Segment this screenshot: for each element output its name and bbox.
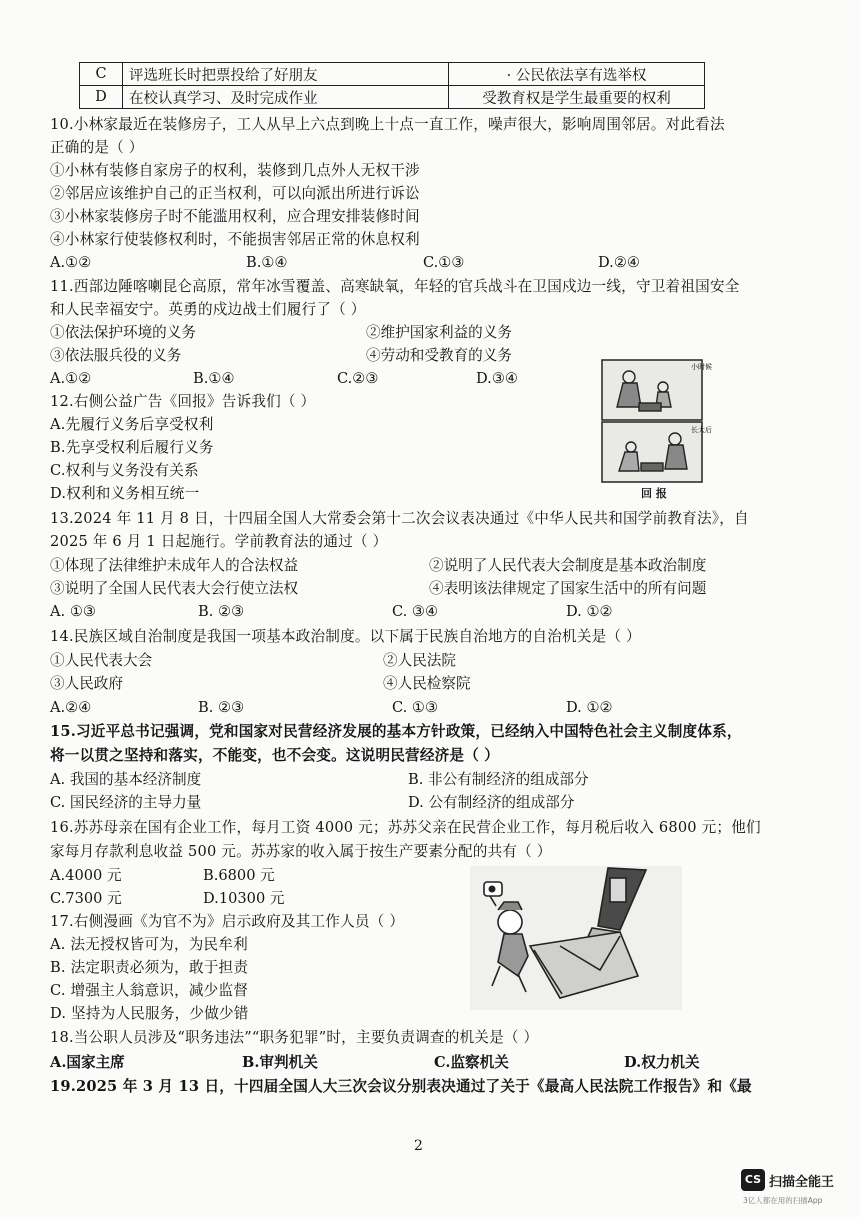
q13-option: C. ③④ — [392, 603, 439, 620]
q10-option: B.①④ — [246, 254, 288, 271]
q11-stem: 和人民幸福安宁。英勇的戍边战士们履行了（ ） — [50, 301, 366, 318]
q18-option: D.权力机关 — [624, 1054, 700, 1071]
q10-option: D.②④ — [598, 254, 640, 271]
q10-item: ②邻居应该维护自己的正当权利，可以向派出所进行诉讼 — [50, 185, 420, 202]
brand-name: 扫描全能王 — [769, 1175, 835, 1190]
table-action: 评选班长时把票投给了好朋友 — [123, 63, 449, 86]
q11-option: A.①② — [50, 370, 92, 387]
q13-item: ④表明该法律规定了国家生活中的所有问题 — [429, 580, 707, 597]
page-number: 2 — [414, 1138, 423, 1154]
table-key: D — [80, 86, 123, 109]
q18-option: B.审判机关 — [242, 1054, 318, 1071]
q10-item: ④小林家行使装修权利时，不能损害邻居正常的休息权利 — [50, 231, 420, 248]
q18-option: C.监察机关 — [434, 1054, 509, 1071]
huibao-cartoon — [601, 359, 712, 500]
q16-option: A.4000 元 — [50, 867, 122, 884]
q16-option: C.7300 元 — [50, 890, 122, 907]
q11-item: ②维护国家利益的义务 — [366, 324, 512, 341]
q16-option: D.10300 元 — [203, 890, 285, 907]
q10-option: A.①② — [50, 254, 92, 271]
table-row — [80, 86, 705, 109]
q13-option: B. ②③ — [198, 603, 245, 620]
q10-stem: 正确的是（ ） — [50, 139, 144, 156]
cartoon-caption: 回 报 — [641, 487, 667, 500]
q11-item: ③依法服兵役的义务 — [50, 347, 182, 364]
q13-item: ①体现了法律维护未成年人的合法权益 — [50, 557, 299, 574]
q11-stem: 11.西部边陲喀喇昆仑高原，常年冰雪覆盖、高寒缺氧，年轻的官兵战斗在卫国戍边一线，守卫着祖国安全 — [50, 278, 740, 295]
answer-table — [79, 62, 705, 109]
q16-stem: 16.苏苏母亲在国有企业工作，每月工资 4000 元；苏苏父亲在民营企业工作，每月税后收入 6800 元；他们 — [50, 819, 761, 836]
q13-item: ②说明了人民代表大会制度是基本政治制度 — [429, 557, 707, 574]
table-action: 在校认真学习、及时完成作业 — [123, 86, 449, 109]
q19-stem: 19.2025 年 3 月 13 日，十四届全国人大三次会议分别表决通过了关于《最高人民法院工作报告》和《最 — [50, 1078, 752, 1095]
q11-item: ①依法保护环境的义务 — [50, 324, 196, 341]
q11-option: D.③④ — [476, 370, 518, 387]
q15-option: A. 我国的基本经济制度 — [50, 771, 202, 788]
table-principle: 受教育权是学生最重要的权利 — [449, 86, 705, 109]
q14-option: C. ①③ — [392, 699, 439, 716]
q16-option: B.6800 元 — [203, 867, 275, 884]
q12-option: D.权利和义务相互统一 — [50, 485, 200, 502]
q12-option: C.权利与义务没有关系 — [50, 462, 199, 479]
q17-stem: 17.右侧漫画《为官不为》启示政府及其工作人员（ ） — [50, 913, 405, 930]
cartoon-drawing — [601, 359, 712, 484]
q14-stem: 14.民族区域自治制度是我国一项基本政治制度。以下属于民族自治地方的自治机关是（ ） — [50, 628, 641, 645]
q11-option: B.①④ — [193, 370, 235, 387]
q11-option: C.②③ — [337, 370, 379, 387]
q16-stem: 家每月存款利息收益 500 元。苏苏家的收入属于按生产要素分配的共有（ ） — [50, 843, 552, 860]
q11-item: ④劳动和受教育的义务 — [366, 347, 512, 364]
table-principle: · 公民依法享有选举权 — [449, 63, 705, 86]
q12-stem: 12.右侧公益广告《回报》告诉我们（ ） — [50, 393, 316, 410]
q10-option: C.①③ — [423, 254, 465, 271]
q14-item: ①人民代表大会 — [50, 652, 153, 669]
q10-stem: 10.小林家最近在装修房子，工人从早上六点到晚上十点一直工作，噪声很大，影响周围邻居。对此看法 — [50, 116, 725, 133]
cs-logo-icon: CS — [741, 1169, 765, 1191]
q14-option: B. ②③ — [198, 699, 245, 716]
q18-stem: 18.当公职人员涉及“职务违法”“职务犯罪”时，主要负责调查的机关是（ ） — [50, 1029, 539, 1046]
brand-slogan: 3亿人都在用的扫描App — [743, 1196, 823, 1205]
q17-option: D. 坚持为人民服务，少做少错 — [50, 1005, 249, 1022]
q15-stem: 将一以贯之坚持和落实，不能变，也不会变。这说明民营经济是（ ） — [50, 747, 500, 764]
q13-option: A. ①③ — [50, 603, 96, 620]
q10-item: ③小林家装修房子时不能滥用权利，应合理安排装修时间 — [50, 208, 420, 225]
q17-option: A. 法无授权皆可为，为民牟利 — [50, 936, 248, 953]
cartoon-label: 小时候 — [691, 363, 712, 371]
q17-option: B. 法定职责必须为，敢于担责 — [50, 959, 249, 976]
q17-option: C. 增强主人翁意识，减少监督 — [50, 982, 249, 999]
scanner-watermark — [737, 1166, 855, 1210]
q14-option: D. ①② — [566, 699, 613, 716]
q18-option: A.国家主席 — [50, 1054, 125, 1071]
table-key: C — [80, 63, 123, 86]
q15-option: C. 国民经济的主导力量 — [50, 794, 202, 811]
weiguanbuwei-cartoon — [470, 866, 682, 1010]
q15-option: D. 公有制经济的组成部分 — [408, 794, 575, 811]
q13-item: ③说明了全国人民代表大会行使立法权 — [50, 580, 299, 597]
q10-item: ①小林有装修自家房子的权利，装修到几点外人无权干涉 — [50, 162, 420, 179]
q13-option: D. ①② — [566, 603, 613, 620]
table-row — [80, 63, 705, 86]
q14-item: ③人民政府 — [50, 675, 123, 692]
cartoon-label: 长大后 — [691, 426, 712, 434]
q12-option: A.先履行义务后享受权利 — [50, 416, 214, 433]
q14-item: ②人民法院 — [383, 652, 456, 669]
cartoon-drawing — [470, 866, 682, 1010]
q14-item: ④人民检察院 — [383, 675, 471, 692]
q15-stem: 15.习近平总书记强调，党和国家对民营经济发展的基本方针政策，已经纳入中国特色社会主义制度体系， — [50, 723, 742, 740]
q13-stem: 2025 年 6 月 1 日起施行。学前教育法的通过（ ） — [50, 533, 388, 550]
q13-stem: 13.2024 年 11 月 8 日，十四届全国人大常委会第十二次会议表决通过《中华人民共和国学前教育法》，自 — [50, 510, 749, 527]
q12-option: B.先享受权利后履行义务 — [50, 439, 214, 456]
q15-option: B. 非公有制经济的组成部分 — [408, 771, 589, 788]
q14-option: A.②④ — [50, 699, 92, 716]
